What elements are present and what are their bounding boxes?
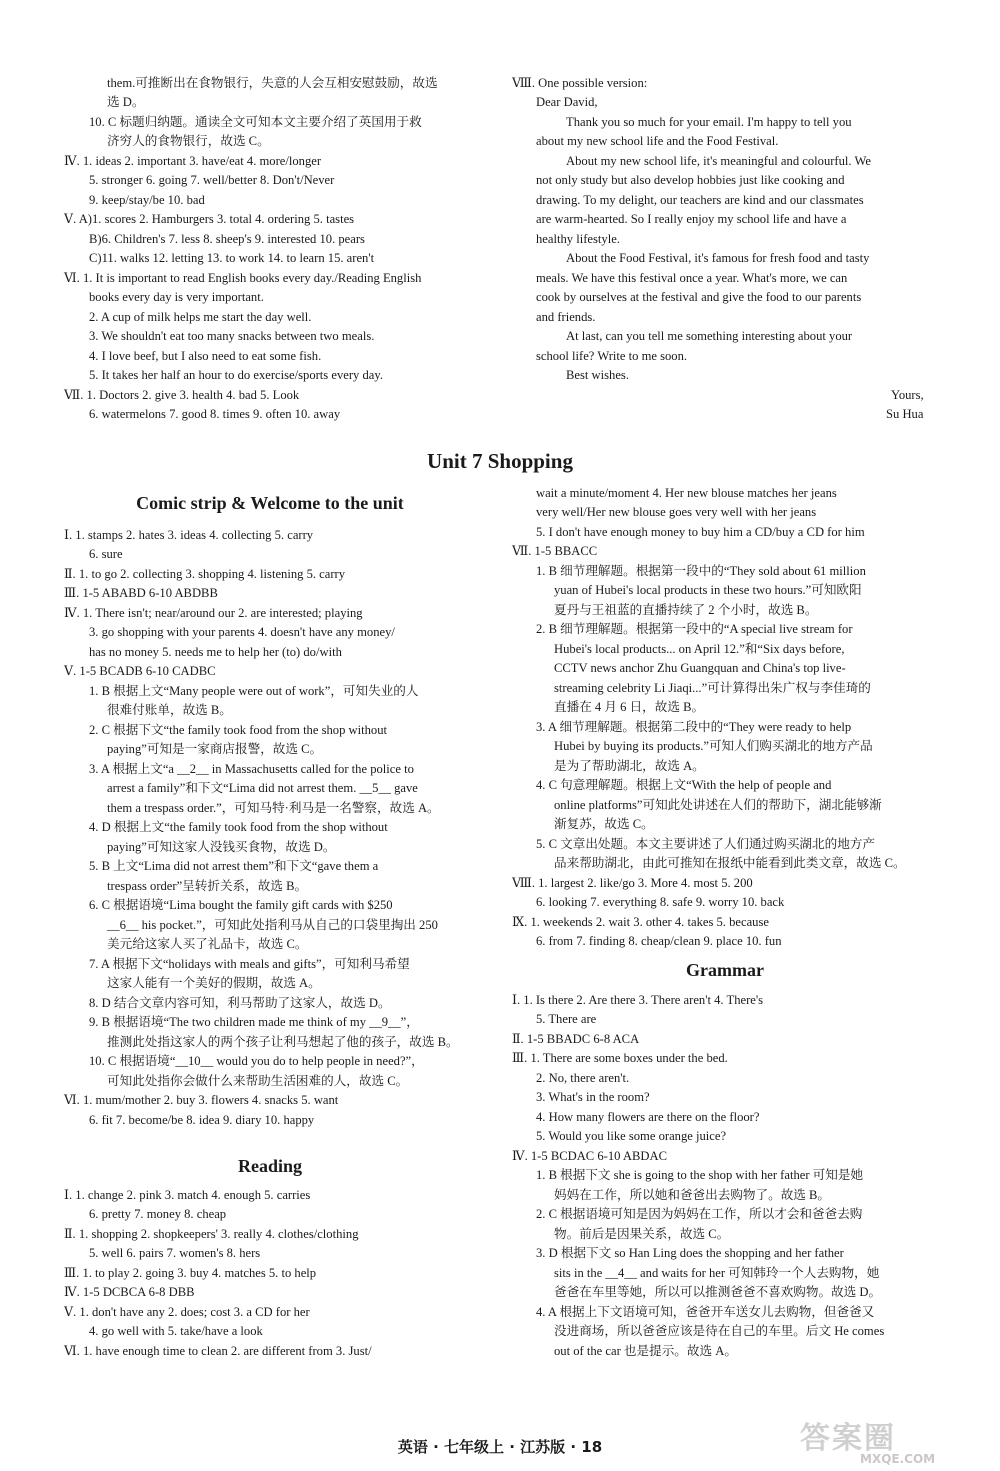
text-line: Ⅵ. 1. have enough time to clean 2. are different from 3. Just/ xyxy=(64,1344,372,1358)
text-line: Ⅵ. 1. It is important to read English books every day./Reading English xyxy=(64,271,422,285)
text-line: 推测此处指这家人的两个孩子让利马想起了他的孩子，故选 B。 xyxy=(107,1035,459,1049)
text-line: 妈妈在工作，所以她和爸爸出去购物了。故选 B。 xyxy=(554,1188,831,1202)
text-line: Ⅵ. 1. mum/mother 2. buy 3. flowers 4. snacks 5. want xyxy=(64,1093,339,1107)
text-line: 是为了帮助湖北，故选 A。 xyxy=(554,759,705,773)
unit-title: Unit 7 Shopping xyxy=(427,449,573,473)
text-line: About the Food Festival, it's famous for fresh food and tasty xyxy=(566,251,870,265)
section-title-reading: Reading xyxy=(237,1156,302,1176)
text-line: online platforms”可知此处讲述在人们的帮助下，湖北能够渐 xyxy=(554,798,882,812)
text-line: cook by ourselves at the festival and give the food to our parents xyxy=(536,290,862,304)
text-line: Ⅱ. 1. shopping 2. shopkeepers' 3. really 4. clothes/clothing xyxy=(64,1227,359,1241)
text-line: has no money 5. needs me to help her (to) do/with xyxy=(89,645,342,659)
text-line: 6. C 根据语境“Lima bought the family gift cards with $250 xyxy=(89,898,393,912)
text-line: 3. We shouldn't eat too many snacks between two meals. xyxy=(89,329,375,343)
text-line: 可知此处指你会做什么来帮助生活困难的人，故选 C。 xyxy=(107,1074,409,1088)
text-line: 很难付账单，故选 B。 xyxy=(107,703,232,717)
text-line: Ⅱ. 1-5 BBADC 6-8 ACA xyxy=(512,1032,640,1046)
text-line: 美元给这家人买了礼品卡，故选 C。 xyxy=(107,937,308,951)
text-line: school life? Write to me soon. xyxy=(536,349,688,363)
text-line: Ⅰ. 1. Is there 2. Are there 3. There aren't 4. There's xyxy=(512,993,764,1007)
text-line: 7. A 根据下文“holidays with meals and gifts”，可知利马希望 xyxy=(89,957,410,971)
section-title-grammar: Grammar xyxy=(686,960,764,980)
text-line: 没进商场，所以爸爸应该是待在自己的车里。后文 He comes xyxy=(554,1324,885,1338)
text-line: 5. B 上文“Lima did not arrest them”和下文“gave them a xyxy=(89,859,379,873)
text-line: books every day is very important. xyxy=(89,290,264,304)
text-line: Ⅷ. One possible version: xyxy=(512,76,648,90)
text-line: 9. B 根据语境“The two children made me think of my __9__”， xyxy=(89,1015,419,1029)
text-line: At last, can you tell me something interesting about your xyxy=(566,329,853,343)
text-line: Ⅴ. 1. don't have any 2. does; cost 3. a CD for her xyxy=(64,1305,310,1319)
text-line: not only study but also develop hobbies just like cooking and xyxy=(536,173,845,187)
text-line: Ⅳ. 1. ideas 2. important 3. have/eat 4. more/longer xyxy=(64,154,322,168)
text-line: 这家人能有一个美好的假期，故选 A。 xyxy=(107,976,321,990)
text-line: Ⅳ. 1-5 DCBCA 6-8 DBB xyxy=(64,1285,195,1299)
text-line: Ⅷ. 1. largest 2. like/go 3. More 4. most 5. 200 xyxy=(512,876,753,890)
text-line: paying”可知这家人没钱买食物，故选 D。 xyxy=(107,840,336,854)
text-line: 2. A cup of milk helps me start the day well. xyxy=(89,310,312,324)
text-line: Yours, xyxy=(891,388,924,402)
page-footer: 英语 · 七年级上 · 江苏版 · 18 xyxy=(397,1438,603,1456)
text-line: 5. C 文章出处题。本文主要讲述了人们通过购买湖北的地方产 xyxy=(536,837,875,851)
text-line: 直播在 4 月 6 日，故选 B。 xyxy=(554,700,705,714)
text-line: drawing. To my delight, our teachers are kind and our classmates xyxy=(536,193,864,207)
text-line: 10. C 标题归纳题。通读全文可知本文主要介绍了英国用于救 xyxy=(89,115,422,129)
text-line: Ⅶ. 1. Doctors 2. give 3. health 4. bad 5. Look xyxy=(64,388,300,402)
text-line: 6. from 7. finding 8. cheap/clean 9. place 10. fun xyxy=(536,934,782,948)
text-line: Ⅲ. 1. There are some boxes under the bed. xyxy=(512,1051,728,1065)
text-line: 3. A 细节理解题。根据第二段中的“They were ready to help xyxy=(536,720,852,734)
text-line: 4. How many flowers are there on the floor? xyxy=(536,1110,760,1124)
text-line: 8. D 结合文章内容可知，利马帮助了这家人，故选 D。 xyxy=(89,996,391,1010)
text-line: about my new school life and the Food Festival. xyxy=(536,134,779,148)
text-line: 3. D 根据下文 so Han Ling does the shopping and her father xyxy=(536,1246,844,1260)
text-line: meals. We have this festival once a year. What's more, we can xyxy=(536,271,848,285)
text-line: 夏丹与王祖蓝的直播持续了 2 个小时，故选 B。 xyxy=(554,603,818,617)
watermark-url xyxy=(860,1452,935,1466)
watermark-logo xyxy=(800,1413,896,1457)
text-line: very well/Her new blouse goes very well with her jeans xyxy=(536,505,817,519)
text-line: 5. It takes her half an hour to do exercise/sports every day. xyxy=(89,368,383,382)
text-line: 5. There are xyxy=(536,1012,597,1026)
text-line: and friends. xyxy=(536,310,596,324)
text-line: them.可推断出在食物银行，失意的人会互相安慰鼓励，故选 xyxy=(107,76,438,90)
text-line: 6. looking 7. everything 8. safe 9. worry 10. back xyxy=(536,895,785,909)
text-line: 6. sure xyxy=(89,547,123,561)
text-line: Ⅳ. 1. There isn't; near/around our 2. are interested; playing xyxy=(64,606,363,620)
text-line: 爸爸在车里等她，所以可以推测爸爸不喜欢购物。故选 D。 xyxy=(554,1285,882,1299)
text-line: Dear David, xyxy=(536,95,598,109)
text-line: Ⅴ. 1-5 BCADB 6-10 CADBC xyxy=(64,664,216,678)
text-line: 1. B 根据下文 she is going to the shop with her father 可知是她 xyxy=(536,1168,864,1182)
text-line: trespass order”呈转折关系，故选 B。 xyxy=(107,879,308,893)
text-line: wait a minute/moment 4. Her new blouse matches her jeans xyxy=(536,486,837,500)
text-line: 3. What's in the room? xyxy=(536,1090,650,1104)
text-line: healthy lifestyle. xyxy=(536,232,620,246)
text-line: Ⅶ. 1-5 BBACC xyxy=(512,544,598,558)
text-line: 6. pretty 7. money 8. cheap xyxy=(89,1207,227,1221)
text-line: arrest a family”和下文“Lima did not arrest them. __5__ gave xyxy=(107,781,418,795)
text-line: 物。前后是因果关系，故选 C。 xyxy=(554,1227,730,1241)
text-line: 选 D。 xyxy=(107,95,145,109)
text-line: 4. A 根据上下文语境可知，爸爸开车送女儿去购物，但爸爸又 xyxy=(536,1305,875,1319)
watermark-url-text: MXQE.COM xyxy=(860,1452,936,1466)
text-line: 6. watermelons 7. good 8. times 9. often 10. away xyxy=(89,407,341,421)
text-line: 3. A 根据上文“a __2__ in Massachusetts called for the police to xyxy=(89,762,414,776)
text-line: Ⅰ. 1. stamps 2. hates 3. ideas 4. collecting 5. carry xyxy=(64,528,314,542)
text-line: Best wishes. xyxy=(566,368,629,382)
text-line: 品来帮助湖北，由此可推知在报纸中能看到此类文章，故选 C。 xyxy=(554,856,906,870)
text-line: Ⅳ. 1-5 BCDAC 6-10 ABDAC xyxy=(512,1149,667,1163)
text-line: 2. B 细节理解题。根据第一段中的“A special live stream for xyxy=(536,622,853,636)
text-line: streaming celebrity Li Jiaqi...”可计算得出朱广权与李佳琦的 xyxy=(554,681,871,695)
text-line: yuan of Hubei's local products in these two hours.”可知欧阳 xyxy=(554,583,862,597)
text-line: sits in the __4__ and waits for her 可知韩玲一个人去购物，她 xyxy=(554,1266,880,1280)
text-line: paying”可知是一家商店报警，故选 C。 xyxy=(107,742,323,756)
text-line: Hubei's local products... on April 12.”和“Six days before, xyxy=(554,642,845,656)
text-line: Hubei by buying its products.”可知人们购买湖北的地方产品 xyxy=(554,739,873,753)
text-line: 3. go shopping with your parents 4. doesn't have any money/ xyxy=(89,625,395,639)
text-line: them a trespass order.”，可知马特·利马是一名警察，故选 A。 xyxy=(107,801,440,815)
section-title-comic: Comic strip & Welcome to the unit xyxy=(136,493,404,513)
text-line: 渐复苏，故选 C。 xyxy=(554,817,654,831)
text-line: 1. B 细节理解题。根据第一段中的“They sold about 61 million xyxy=(536,564,866,578)
text-line: About my new school life, it's meaningful and colourful. We xyxy=(566,154,871,168)
watermark-logo-text: 答案圈 xyxy=(800,1421,896,1456)
text-line: __6__ his pocket.”，可知此处指利马从自己的口袋里掏出 250 xyxy=(107,918,438,932)
text-line: 2. C 根据语境可知是因为妈妈在工作，所以才会和爸爸去购 xyxy=(536,1207,863,1221)
text-line: 5. stronger 6. going 7. well/better 8. Don't/Never xyxy=(89,173,335,187)
text-line: Ⅲ. 1-5 ABABD 6-10 ABDBB xyxy=(64,586,218,600)
text-line: C)11. walks 12. letting 13. to work 14. to learn 15. aren't xyxy=(89,251,375,265)
text-line: 4. go well with 5. take/have a look xyxy=(89,1324,263,1338)
text-line: 5. I don't have enough money to buy him a CD/buy a CD for him xyxy=(536,525,865,539)
text-line: Ⅱ. 1. to go 2. collecting 3. shopping 4. listening 5. carry xyxy=(64,567,346,581)
text-line: CCTV news anchor Zhu Guangquan and China's top live- xyxy=(554,661,846,675)
text-line: Su Hua xyxy=(886,407,924,421)
text-line: 2. No, there aren't. xyxy=(536,1071,630,1085)
text-line: 10. C 根据语境“__10__ would you do to help people in need?”， xyxy=(89,1054,424,1068)
text-line: Ⅰ. 1. change 2. pink 3. match 4. enough 5. carries xyxy=(64,1188,311,1202)
text-line: 2. C 根据下文“the family took food from the shop without xyxy=(89,723,388,737)
text-line: 1. B 根据上文“Many people were out of work”，可知失业的人 xyxy=(89,684,419,698)
text-line: 4. D 根据上文“the family took food from the shop without xyxy=(89,820,388,834)
text-line: Thank you so much for your email. I'm happy to tell you xyxy=(566,115,852,129)
text-line: 9. keep/stay/be 10. bad xyxy=(89,193,205,207)
text-line: Ⅲ. 1. to play 2. going 3. buy 4. matches 5. to help xyxy=(64,1266,317,1280)
text-line: B)6. Children's 7. less 8. sheep's 9. interested 10. pears xyxy=(89,232,365,246)
text-line: 济穷人的食物银行，故选 C。 xyxy=(107,134,270,148)
text-line: out of the car 也是提示。故选 A。 xyxy=(554,1344,737,1358)
text-line: Ⅸ. 1. weekends 2. wait 3. other 4. takes 5. because xyxy=(512,915,769,929)
text-line: 5. Would you like some orange juice? xyxy=(536,1129,727,1143)
text-line: 5. well 6. pairs 7. women's 8. hers xyxy=(89,1246,261,1260)
text-line: Ⅴ. A)1. scores 2. Hamburgers 3. total 4. ordering 5. tastes xyxy=(64,212,355,226)
text-line: 6. fit 7. become/be 8. idea 9. diary 10. happy xyxy=(89,1113,315,1127)
text-line: 4. C 句意理解题。根据上文“With the help of people and xyxy=(536,778,832,792)
text-line: are warm-hearted. So I really enjoy my school life and have a xyxy=(536,212,847,226)
text-line: 4. I love beef, but I also need to eat some fish. xyxy=(89,349,322,363)
